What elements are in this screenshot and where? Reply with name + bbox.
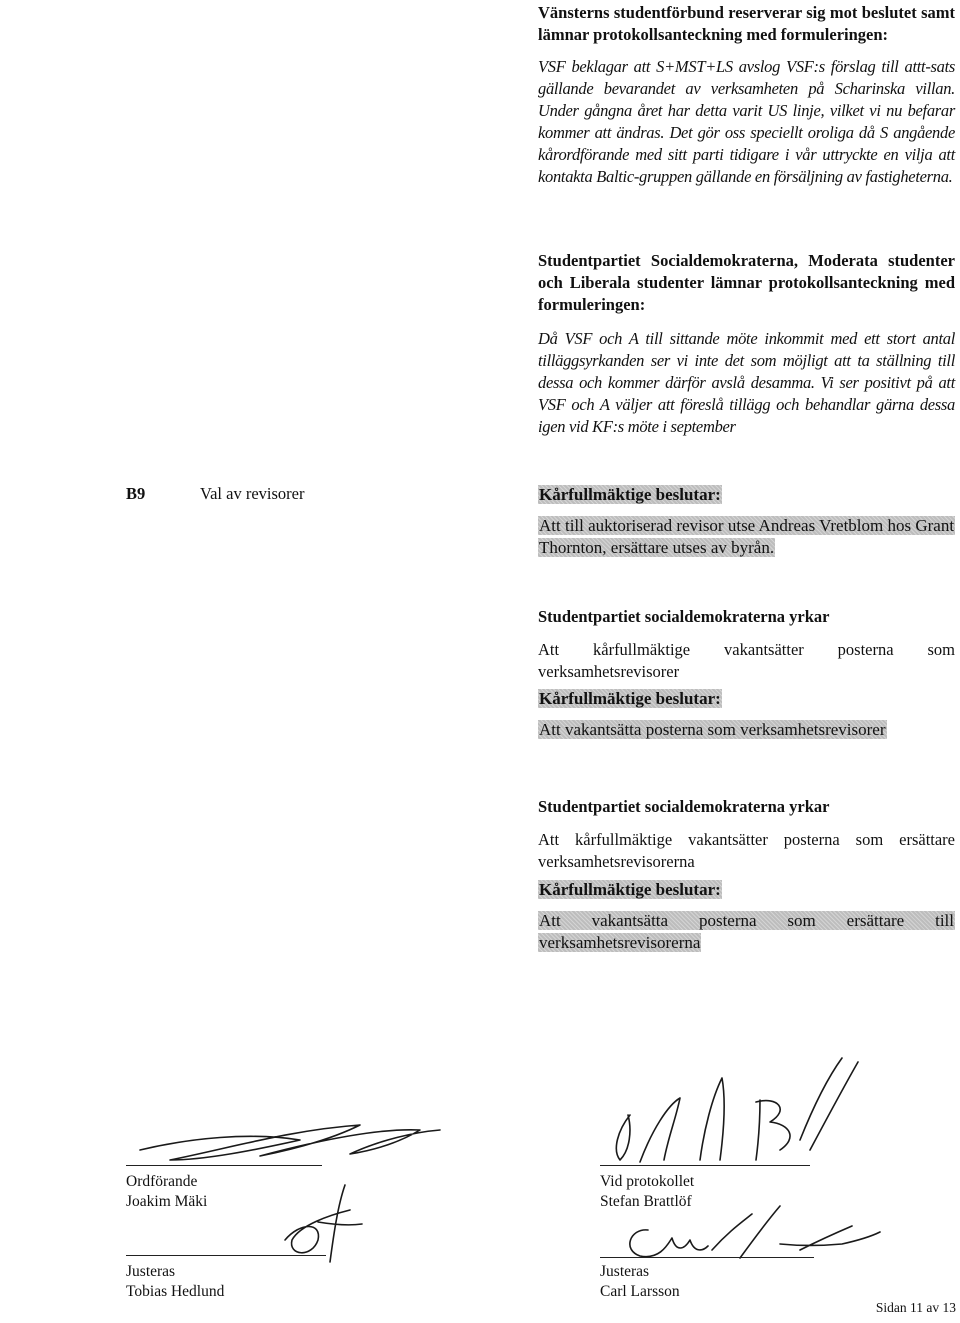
minutes-signature-line <box>600 1165 810 1166</box>
agenda-item-code: B9 <box>126 484 146 503</box>
adjuster-2-signature-line <box>600 1257 814 1258</box>
motion-2-decision-label: Kårfullmäktige beslutar: <box>539 880 721 899</box>
adjuster-1-role: Justeras <box>126 1263 176 1280</box>
motion-2-text: Att kårfullmäktige vakantsätter posterna som ersättare verksamhetsrevisorerna <box>538 830 955 871</box>
adjuster-1-signature-block <box>126 1262 224 1302</box>
chair-role: Ordförande <box>126 1173 198 1190</box>
adjuster-2-role: Justeras <box>600 1263 650 1280</box>
adjuster-1-signature-line <box>126 1255 326 1256</box>
adjuster-2-signature-block <box>600 1262 680 1302</box>
signature-adjuster-2 <box>630 1206 880 1258</box>
motion-2-heading: Studentpartiet socialdemokraterna yrkar <box>538 797 830 816</box>
vsf-reservation-quote: VSF beklagar att S+MST+LS avslog VSF:s förslag till attt-sats gällande bevarandet av verksamheten på Scharinska villan. Under gångna året har detta varit US linje, vilket vi nu befarar kommer att ändras. Det gör oss speciellt oroliga då S angående kårordförande med sitt parti tidigare i vår uttryckte en vilja att kontakta Baltic-gruppen gällande en försäljning av fastigheterna. <box>538 57 955 186</box>
b9-decision-text: Att till auktoriserad revisor utse Andreas Vretblom hos Grant Thornton, ersättare utses av byrån. <box>539 516 955 557</box>
minutes-role: Vid protokollet <box>600 1173 695 1190</box>
minutes-name: Stefan Brattlöf <box>600 1193 692 1210</box>
motion-1-decision-label: Kårfullmäktige beslutar: <box>539 689 721 708</box>
signature-chair <box>140 1125 440 1160</box>
page-number: Sidan 11 av 13 <box>875 1300 956 1315</box>
adjuster-1-name: Tobias Hedlund <box>126 1283 225 1300</box>
adjuster-2-name: Carl Larsson <box>600 1283 680 1300</box>
motion-1-heading: Studentpartiet socialdemokraterna yrkar <box>538 607 830 626</box>
b9-decision-label: Kårfullmäktige beslutar: <box>539 485 721 504</box>
signature-minutes <box>616 1058 858 1162</box>
motion-1-text: Att kårfullmäktige vakantsätter posterna som verksamhetsrevisorer <box>538 640 955 681</box>
chair-signature-block <box>126 1172 207 1212</box>
minutes-signature-block <box>600 1172 694 1212</box>
protocol-note-heading: Studentpartiet Socialdemokraterna, Moderata studenter och Liberala studenter lämnar protokollsanteckning med formuleringen: <box>538 251 955 314</box>
vsf-reservation-heading: Vänsterns studentförbund reserverar sig mot beslutet samt lämnar protokollsanteckning med formuleringen: <box>538 3 955 44</box>
motion-2-decision-text: Att vakantsätta posterna som ersättare till verksamhetsrevisorerna <box>539 911 954 952</box>
protocol-note-quote: Då VSF och A till sittande möte inkommit med ett stort antal tilläggsyrkanden ser vi inte det som möjligt att ta ställning till dessa och kommer därför avslå desamma. Vi ser positivt på att VSF och A väljer att föreslå tillägg och behandlar gärna dessa igen vid KF:s möte i september <box>538 329 955 436</box>
signature-adjuster-1 <box>285 1185 362 1262</box>
chair-name: Joakim Mäki <box>126 1193 208 1210</box>
agenda-item-title: Val av revisorer <box>200 484 305 503</box>
chair-signature-line <box>126 1165 322 1166</box>
motion-1-decision-text: Att vakantsätta posterna som verksamhetsrevisorer <box>539 720 886 739</box>
